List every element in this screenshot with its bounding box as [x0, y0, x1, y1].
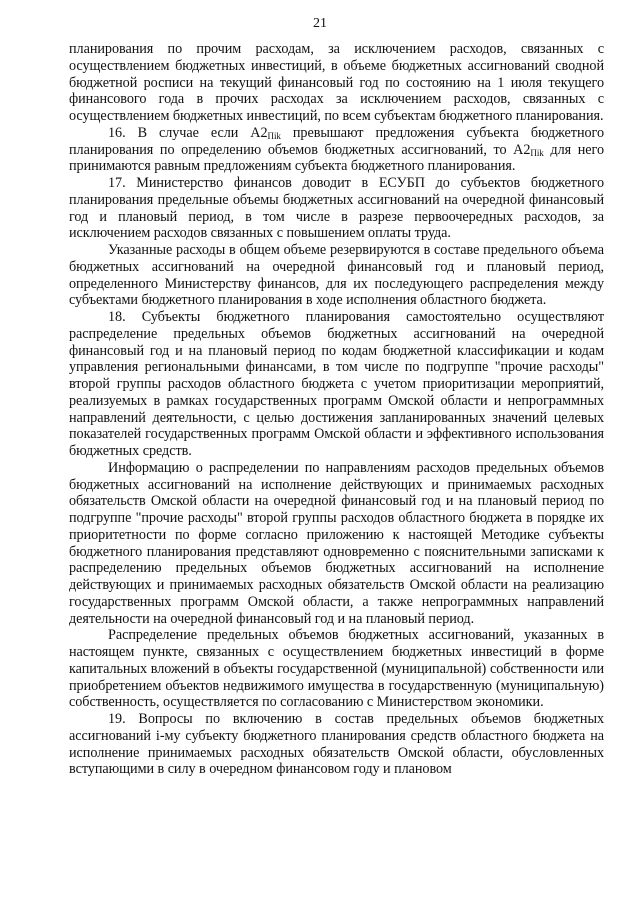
document-body: [69, 41, 604, 778]
paragraph-17: 17. Министерство финансов доводит в ЕСУБП до субъектов бюджетного планирования предельные объемы бюджетных ассигнований на очередной финансовый год и плановый период, в том числе в разрезе первоочередных расходов, за исключением расходов связанных с повышением оплаты труда.: [69, 175, 604, 242]
paragraph-distribution: Распределение предельных объемов бюджетных ассигнований, указанных в настоящем пункте, связанных с осуществлением бюджетных инвестиций в форме капитальных вложений в объекты государственной (муниципальной) собственности или приобретением объектов недвижимого имущества в государственную (муниципальную) собственность, осуществляется по согласованию с Министерством экономики.: [69, 627, 604, 711]
paragraph-16-text-middle: превышают предложения субъекта бюджетного планирования по определению объемов бюджетных ассигнований, то A2: [69, 124, 604, 158]
page-number: 21: [313, 16, 327, 31]
paragraph-18: 18. Субъекты бюджетного планирования самостоятельно осуществляют распределение предельных объемов бюджетных ассигнований на очередной финансовый год и на плановый период по кодам бюджетной классификации и кодам управления региональными финансами, в том числе по подгруппе "прочие расходы" второй группы расходов областного бюджета с учетом приоритизации мероприятий, реализуемых в рамках государственных программ Омской области и непрограммных направлений деятельности, с целью достижения запланированных значений целевых показателей государственных программ Омской области и эффективного использования бюджетных средств.: [69, 309, 604, 459]
paragraph-16-text-before: 16. В случае если A2: [108, 124, 268, 141]
subscript-pik: Пik: [530, 147, 544, 158]
paragraph-16-text-after: для него принимаются равным предложениям субъекта бюджетного планирования.: [69, 141, 604, 175]
paragraph-16: [69, 125, 604, 175]
subscript-pik: Пik: [267, 130, 281, 141]
paragraph-info: Информацию о распределении по направлениям расходов предельных объемов бюджетных ассигнований на исполнение действующих и принимаемых расходных обязательств Омской области на очередной финансовый год и на плановый период по подгруппе "прочие расходы" второй группы расходов областного бюджета в порядке их приоритетности по форме согласно приложению к настоящей Методике субъекты бюджетного планирования представляют одновременно с пояснительными записками к распределению предельных объемов бюджетных ассигнований на исполнение действующих и принимаемых расходных обязательств Омской области на реализацию государственных программ Омской области, а также непрограммных направлений деятельности на очередной финансовый год и на плановый период.: [69, 459, 604, 627]
paragraph-19: 19. Вопросы по включению в состав предельных объемов бюджетных ассигнований i-му субъекту бюджетного планирования средств областного бюджета на исполнение принимаемых расходных обязательств Омской области, обусловленных вступающими в силу в очередном финансовом году и плановом: [69, 711, 604, 778]
paragraph-continued: планирования по прочим расходам, за исключением расходов, связанных с осуществлением бюджетных инвестиций, в объеме бюджетных ассигнований сводной бюджетной росписи на текущий финансовый год по состоянию на 1 июля текущего финансового года в прочих расходах за исключением расходов, связанных с осуществлением бюджетных инвестиций, по всем субъектам бюджетного планирования.: [69, 41, 604, 124]
paragraph-reserve: Указанные расходы в общем объеме резервируются в составе предельного объема бюджетных ассигнований на очередной финансовый год и плановый период, определенного Министерству финансов, для их последующего распределения между субъектами бюджетного планирования в ходе исполнения областного бюджета.: [69, 242, 604, 309]
